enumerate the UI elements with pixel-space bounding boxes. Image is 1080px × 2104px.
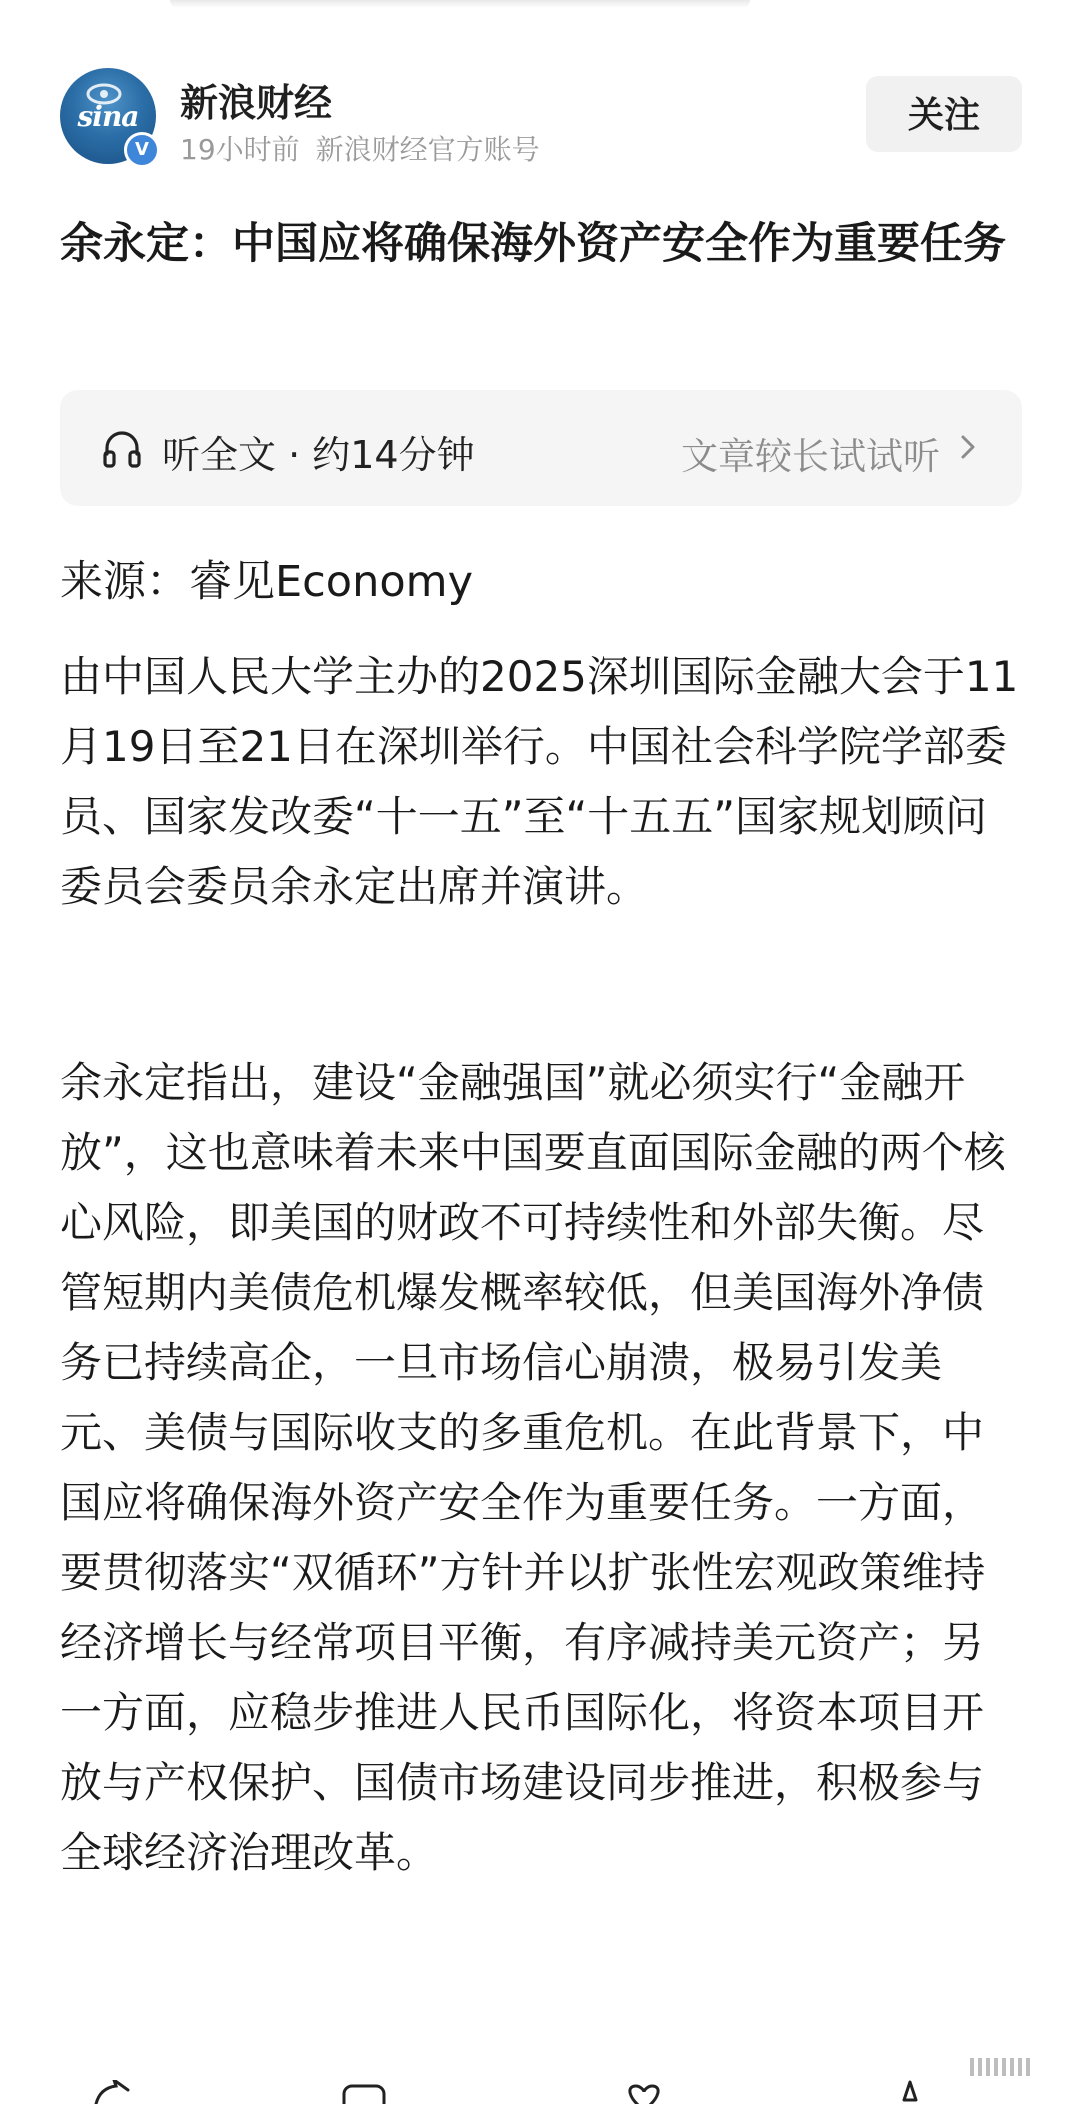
account-name[interactable]: 新浪财经 <box>180 81 333 125</box>
article-source: 来源：睿见Economy <box>60 557 474 607</box>
bottom-action-bar <box>0 2080 1080 2104</box>
headphone-icon <box>102 426 142 470</box>
listen-hint: 文章较长试试听 <box>681 435 940 478</box>
author-header <box>60 62 1022 168</box>
watermark-bars-icon <box>968 2056 1038 2078</box>
article-paragraph: 余永定指出，建设“金融强国”就必须实行“金融开放”，这也意味着未来中国要直面国际金融的两个核心风险，即美国的财政不可持续性和外部失衡。尽管短期内美债危机爆发概率较低，但美国海外净债务已持续高企，一旦市场信心崩溃，极易引发美元、美债与国际收支的多重危机。在此背景下，中国应将确保海外资产安全作为重要任务。一方面，要贯彻落实“双循环”方针并以扩张性宏观政策维持经济增长与经常项目平衡，有序减持美元资产；另一方面，应稳步推进人民币国际化，将资本项目开放与产权保护、国债市场建设同步推进，积极参与全球经济治理改革。 <box>60 1058 1006 1877</box>
like-icon[interactable] <box>620 2080 668 2104</box>
listen-full-text-bar[interactable] <box>60 390 1022 506</box>
post-meta <box>180 128 540 168</box>
chevron-right-icon <box>960 434 976 460</box>
share-icon[interactable] <box>92 2080 132 2104</box>
follow-button[interactable]: 关注 <box>866 76 1022 152</box>
verified-badge-icon: V <box>124 132 160 168</box>
account-description: 新浪财经官方账号 <box>315 133 540 166</box>
listen-label: 听全文 · 约14分钟 <box>162 433 475 477</box>
favorite-icon[interactable] <box>890 2080 930 2104</box>
article-title: 余永定：中国应将确保海外资产安全作为重要任务 <box>60 219 1006 269</box>
top-sheet-edge <box>170 0 750 8</box>
avatar[interactable] <box>60 68 156 164</box>
post-time: 19小时前 <box>180 133 300 166</box>
article-paragraph: 由中国人民大学主办的2025深圳国际金融大会于11月19日至21日在深圳举行。中国社会科学院学部委员、国家发改委“十一五”至“十五五”国家规划顾问委员会委员余永定出席并演讲。 <box>60 652 1019 911</box>
comment-icon[interactable] <box>340 2080 388 2104</box>
avatar-logo-text: sina <box>77 100 139 133</box>
